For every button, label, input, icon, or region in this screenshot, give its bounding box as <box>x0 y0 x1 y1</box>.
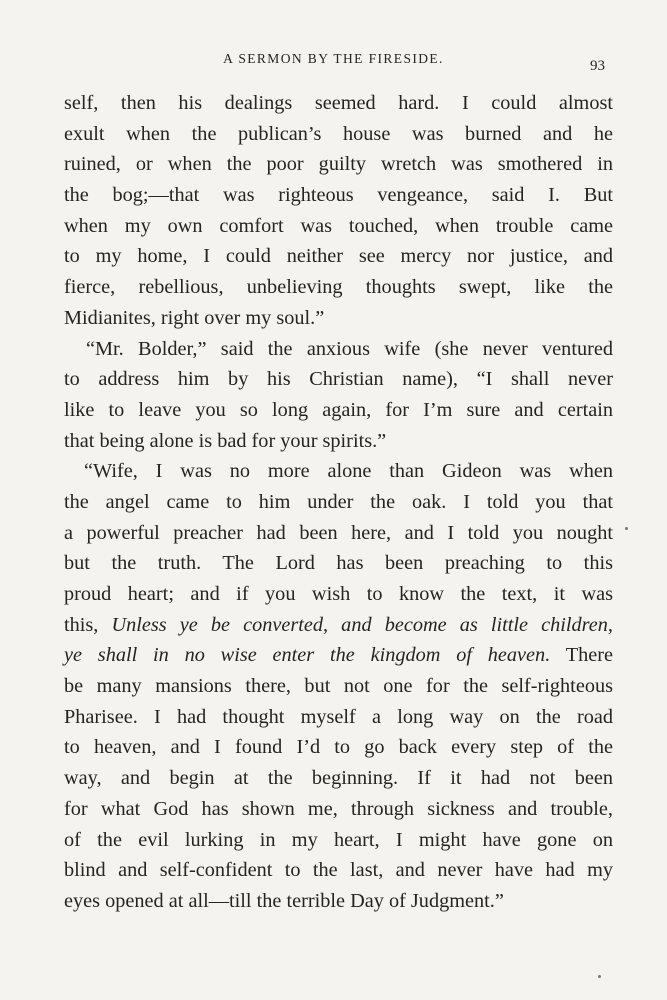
text-line: that being alone is bad for your spirits.” <box>64 429 387 452</box>
paper-speck <box>625 527 628 530</box>
text-line: when my own comfort was touched, when trouble came <box>64 214 613 237</box>
paragraph-3 <box>64 456 613 916</box>
text-line: the bog;—that was righteous vengeance, said I. But <box>64 184 613 207</box>
text-line: “Mr. Bolder,” said the anxious wife (she never ventured <box>86 337 613 360</box>
text-line: ruined, or when the poor guilty wretch was smothered in <box>64 153 613 176</box>
text-line: the angel came to him under the oak. I told you that <box>64 490 613 513</box>
text-line: to address him by his Christian name), “I shall never <box>64 368 613 391</box>
paragraph-1 <box>64 88 613 334</box>
text-line: fierce, rebellious, unbelieving thoughts swept, like the <box>64 276 613 299</box>
text-line: Pharisee. I had thought myself a long way on the road <box>64 705 613 728</box>
italic-text: Unless ye be converted, and become as little children, <box>111 613 613 636</box>
text-line: for what God has shown me, through sickness and trouble, <box>64 797 613 820</box>
text-line: self, then his dealings seemed hard. I could almost <box>64 92 613 114</box>
text-line: of the evil lurking in my heart, I might have gone on <box>64 828 613 851</box>
paragraph-2 <box>64 334 613 457</box>
text-line: proud heart; and if you wish to know the text, it was <box>64 583 613 605</box>
body-text <box>64 88 613 917</box>
text-line: like to leave you so long again, for I’m sure and certain <box>64 398 613 421</box>
text-line: be many mansions there, but not one for the self-righteous <box>64 675 613 698</box>
text-span: There <box>550 644 613 667</box>
text-line: exult when the publican’s house was burned and he <box>64 122 613 145</box>
text-line: Midianites, right over my soul.” <box>64 306 325 329</box>
text-line: to my home, I could neither see mercy nor justice, and <box>64 245 613 268</box>
text-line: to heaven, and I found I’d to go back every step of the <box>64 736 613 759</box>
text-line: “Wife, I was no more alone than Gideon was when <box>84 460 613 483</box>
text-line: blind and self-confident to the last, and never have had my <box>64 859 613 882</box>
italic-text: ye shall in no wise enter the kingdom of heaven. <box>64 644 551 667</box>
page-number: 93 <box>590 58 605 74</box>
paper-speck <box>598 975 601 978</box>
text-line: eyes opened at all—till the terrible Day of Judgment.” <box>64 889 504 912</box>
text-line: but the truth. The Lord has been preaching to this <box>64 552 613 575</box>
running-title: A SERMON BY THE FIRESIDE. <box>223 51 444 66</box>
text-line-mixed <box>64 640 613 671</box>
text-line-mixed <box>64 610 613 641</box>
text-line: a powerful preacher had been here, and I told you nought <box>64 521 613 544</box>
text-line: way, and begin at the beginning. If it had not been <box>64 767 613 790</box>
text-span: this, <box>64 613 112 636</box>
